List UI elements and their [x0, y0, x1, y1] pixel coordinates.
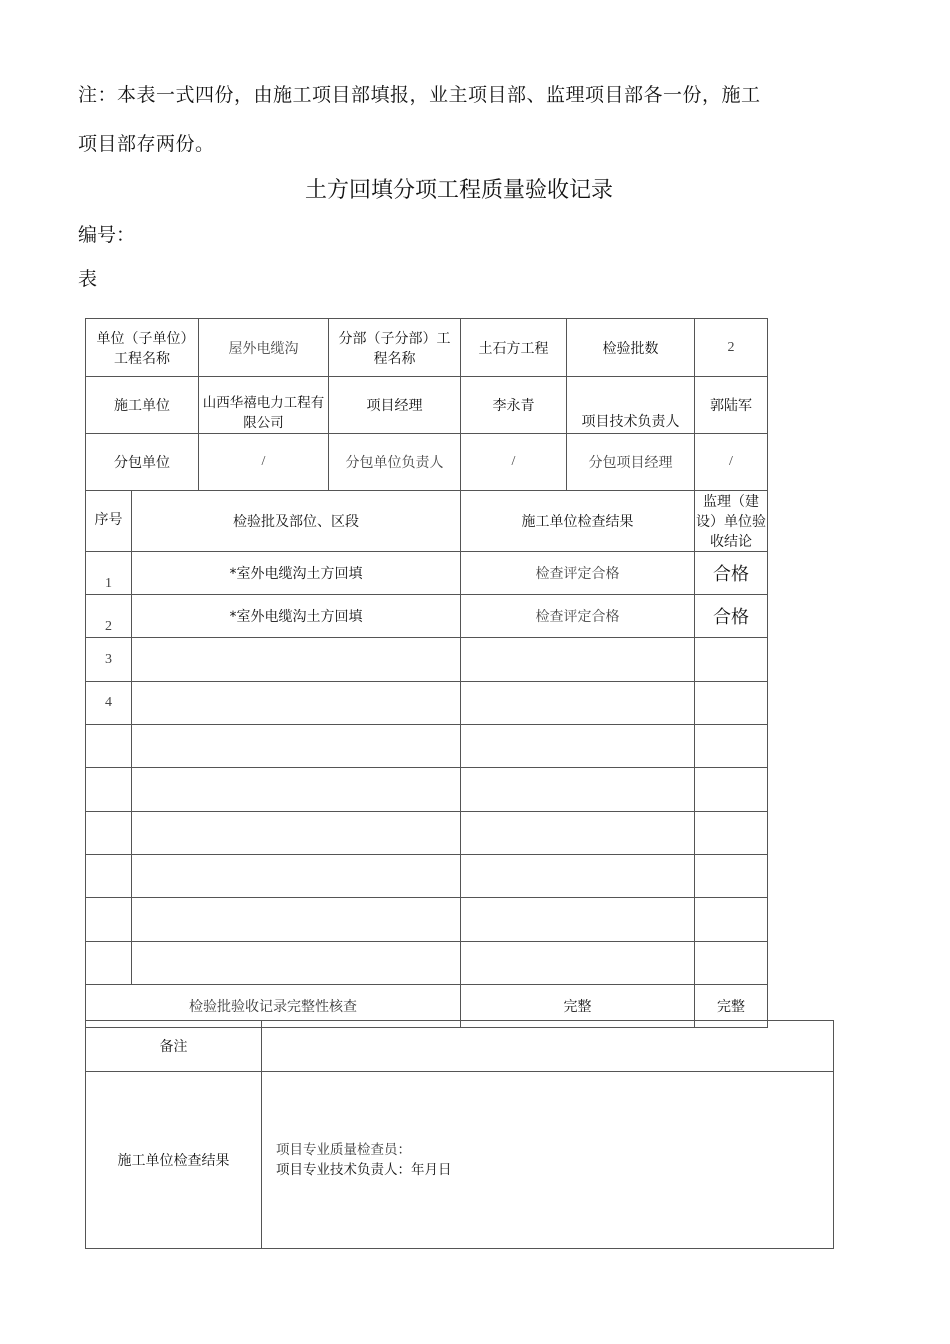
- header-row-2: [86, 377, 768, 434]
- sub-value: /: [199, 434, 329, 491]
- column-header-row: [86, 491, 768, 552]
- table-label: 表: [78, 268, 98, 290]
- empty-row: [86, 855, 768, 898]
- row-conclusion: 合格: [695, 552, 768, 595]
- result-row: [86, 1072, 834, 1249]
- table-row: [86, 682, 768, 725]
- col-conclusion: 监理（建设）单位验收结论: [695, 491, 768, 552]
- result-label: 施工单位检查结果: [86, 1072, 262, 1249]
- row-part: *室外电缆沟土方回填: [132, 552, 461, 595]
- number-label: 编号：: [78, 224, 136, 246]
- division-value: 土石方工程: [461, 319, 567, 377]
- sub-lead-label: 分包单位负责人: [329, 434, 461, 491]
- col-part: 检验批及部位、区段: [132, 491, 461, 552]
- page-title: 土方回填分项工程质量验收记录: [304, 178, 613, 203]
- remarks-label: 备注: [86, 1021, 262, 1072]
- row-check: 检查评定合格: [461, 595, 695, 638]
- row-seq: 3: [86, 638, 132, 682]
- pm-label: 项目经理: [329, 377, 461, 434]
- col-check: 施工单位检查结果: [461, 491, 695, 552]
- contractor-value: 山西华禧电力工程有限公司: [199, 377, 329, 434]
- unit-name-value: 屋外电缆沟: [199, 319, 329, 377]
- batch-count-label: 检验批数: [567, 319, 695, 377]
- empty-row: [86, 812, 768, 855]
- row-part: [132, 682, 461, 725]
- sub-pm-label: 分包项目经理: [567, 434, 695, 491]
- result-signatures: [262, 1072, 834, 1249]
- note-line-2: 项目部存两份。: [78, 133, 215, 155]
- note-line-1: 注：本表一式四份，由施工项目部填报，业主项目部、监理项目部各一份，施工: [78, 84, 761, 106]
- tech-lead-value: 郭陆军: [695, 377, 768, 434]
- division-label: 分部（子分部）工程名称: [329, 319, 461, 377]
- completeness-conclusion: 完整: [695, 985, 768, 1028]
- header-row-1: [86, 319, 768, 377]
- tech-lead-date-line: 项目专业技术负责人：年月日: [276, 1162, 452, 1178]
- table-row: [86, 595, 768, 638]
- row-check: [461, 682, 695, 725]
- empty-row: [86, 942, 768, 985]
- header-row-3: [86, 434, 768, 491]
- col-seq: 序号: [86, 491, 132, 552]
- contractor-label: 施工单位: [86, 377, 199, 434]
- quality-inspector-line: 项目专业质量检查员：: [276, 1142, 411, 1157]
- batch-count-value: 2: [695, 319, 768, 377]
- sub-lead-value: /: [461, 434, 567, 491]
- row-seq: 4: [86, 682, 132, 725]
- tech-lead-label: 项目技术负责人: [567, 377, 695, 434]
- empty-row: [86, 898, 768, 942]
- row-check: [461, 638, 695, 682]
- table-row: [86, 638, 768, 682]
- empty-row: [86, 725, 768, 768]
- remarks-value: [262, 1021, 834, 1072]
- remarks-table: [85, 1020, 834, 1249]
- row-part: *室外电缆沟土方回填: [132, 595, 461, 638]
- acceptance-table: [85, 318, 768, 1028]
- remarks-row: [86, 1021, 834, 1072]
- completeness-check: 完整: [461, 985, 695, 1028]
- sub-label: 分包单位: [86, 434, 199, 491]
- completeness-label: 检验批验收记录完整性核查: [86, 985, 461, 1028]
- table-row: [86, 552, 768, 595]
- sub-pm-value: /: [695, 434, 768, 491]
- row-check: 检查评定合格: [461, 552, 695, 595]
- row-conclusion: [695, 638, 768, 682]
- row-part: [132, 638, 461, 682]
- empty-row: [86, 768, 768, 812]
- row-conclusion: [695, 682, 768, 725]
- unit-name-label: 单位（子单位）工程名称: [86, 319, 199, 377]
- row-seq: 2: [86, 595, 132, 638]
- row-conclusion: 合格: [695, 595, 768, 638]
- row-seq: 1: [86, 552, 132, 595]
- pm-value: 李永青: [461, 377, 567, 434]
